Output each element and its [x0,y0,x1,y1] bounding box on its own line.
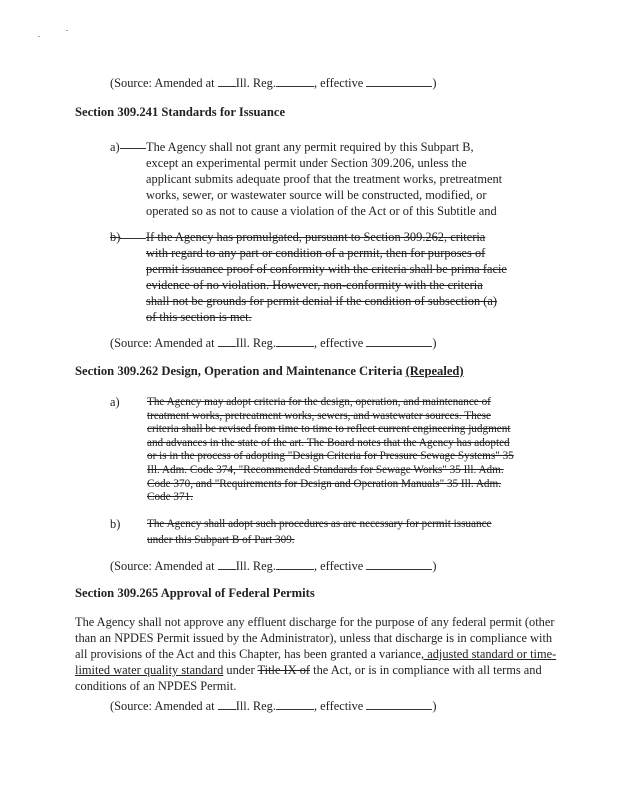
text-line: except an experimental permit under Section 309.206, unless the [146,156,467,170]
source-close: ) [432,559,437,573]
blank [366,559,432,570]
paragraph-line [75,647,556,662]
blank [276,559,314,570]
text-line: The Agency shall adopt such procedures as are necessary for permit issuance [147,518,492,530]
source-prefix: (Source: Amended at [110,336,218,350]
text-line: criteria shall be revised from time to time to reflect current engineering judgment [147,423,511,436]
source-reg: Ill. Reg. [235,699,276,713]
text-line: Code 370, and "Requirements for Design and Operation Manuals" 35 Ill. Adm. [147,477,502,490]
heading-text: Section 309.262 Design, Operation and Maintenance Criteria [75,364,406,378]
text-line: or is in the process of adopting "Design Criteria for Pressure Sewage Systems" 35 [147,450,514,463]
subsection-b-marker: b) [110,517,121,531]
source-prefix: (Source: Amended at [110,76,218,90]
text: the Act, or is in compliance with all terms and [310,663,542,677]
source-note [110,699,437,714]
blank [218,76,236,87]
inserted-text: , adjusted standard or time- [421,647,557,661]
blank [218,336,236,347]
text-line: operated so as not to cause a violation of the Act or of this Subtitle and [146,204,497,218]
text-line: The Agency may adopt criteria for the design, operation, and maintenance of [147,396,491,408]
source-note [110,336,437,351]
text-line: shall not be grounds for permit denial if the condition of subsection (a) [146,294,497,308]
text-line: Code 371. [147,491,193,504]
source-effective: , effective [313,559,367,573]
text-line: The Agency shall not grant any permit required by this Subpart B, [146,140,474,154]
blank [218,559,236,570]
blank [276,699,314,710]
struck-tab [120,238,146,239]
source-close: ) [432,699,437,713]
text-line: works, sewer, or wastewater source will be constructed, modified, or [146,188,487,202]
text-line: Ill. Adm. Code 374, "Recommended Standards for Sewage Works" 35 Ill. Adm. [147,464,504,476]
repealed-label: (Repealed) [405,364,464,378]
deleted-text: Title IX of [257,663,311,677]
text-line: under this Subpart B of Part 309. [147,534,295,546]
blank [218,699,236,710]
subsection-a-marker: a) [110,140,120,154]
source-effective: , effective [313,76,367,90]
section-309-265-heading: Section 309.265 Approval of Federal Permits [75,586,315,600]
text-line: permit issuance proof of conformity with the criteria shall be prima facie [146,262,507,276]
section-309-262-heading [75,364,464,379]
source-prefix: (Source: Amended at [110,699,218,713]
text-line: and advances in the state of the art. The Board notes that the Agency has adopted [147,436,510,449]
inserted-text: limited water quality standard [75,663,224,677]
scan-speck [38,36,40,37]
blank [366,336,432,347]
source-close: ) [432,76,437,90]
source-reg: Ill. Reg. [235,336,276,350]
section-309-241-heading: Section 309.241 Standards for Issuance [75,105,286,119]
source-reg: Ill. Reg. [235,559,276,573]
text-line: applicant submits adequate proof that the treatment works, pretreatment [146,172,503,186]
source-note [110,76,437,91]
paragraph-line: The Agency shall not approve any effluent discharge for the purpose of any federal permit (other [75,615,555,629]
paragraph-line [75,663,542,678]
paragraph-line: than an NPDES Permit issued by the Administrator), unless that discharge is in compliance with [75,631,553,645]
source-effective: , effective [313,336,367,350]
source-close: ) [432,336,437,350]
blank [366,699,432,710]
scan-speck [66,30,68,31]
source-reg: Ill. Reg. [235,76,276,90]
text: all provisions of the Act and this Chapter, has been granted a variance [75,647,421,661]
blank [276,336,314,347]
text-line: with regard to any part or condition of a permit, then for purposes of [146,246,486,260]
source-note [110,559,437,574]
subsection-a-marker: a) [110,395,120,409]
source-effective: , effective [313,699,367,713]
blank [366,76,432,87]
text-line: If the Agency has promulgated, pursuant to Section 309.262, criteria [146,230,486,244]
struck-tab [120,148,146,149]
text-line: evidence of no violation. However, non-conformity with the criteria [146,278,483,292]
text-line: treatment works, pretreatment works, sewers, and wastewater sources. These [147,409,491,422]
blank [276,76,314,87]
source-prefix: (Source: Amended at [110,559,218,573]
subsection-b-marker: b) [110,230,121,244]
paragraph-line: conditions of an NPDES Permit. [75,679,237,693]
text-line: of this section is met. [146,310,252,324]
text: under [223,663,258,677]
